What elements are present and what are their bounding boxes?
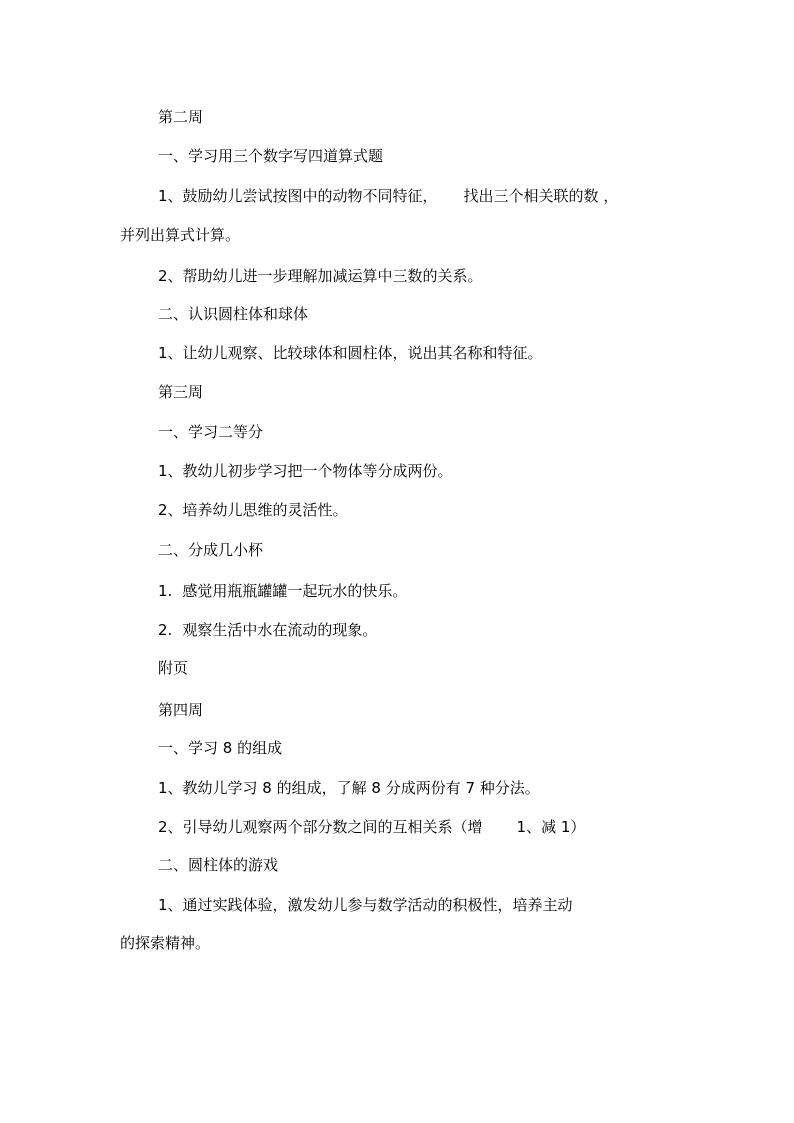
week4-topic1-item2-part1: 2、引导幼儿观察两个部分数之间的互相关系（增 [158, 818, 483, 836]
week2-topic2-item1 [158, 343, 543, 363]
week3-topic2-item1 [158, 581, 407, 601]
week4-topic1-item2-part2: 1、减 1） [516, 818, 586, 836]
week2-topic2-text: 二、认识圆柱体和球体 [158, 305, 309, 323]
week4-topic2-item1-text: 1、通过实践体验，激发幼儿参与数学活动的积极性，培养主动 [158, 896, 573, 914]
week3-topic1-text: 一、学习二等分 [158, 423, 264, 441]
week3-topic2-heading [158, 540, 263, 560]
week2-topic1-item1-part3: 并列出算式计算。 [120, 226, 241, 244]
week4-heading-text: 第四周 [158, 701, 204, 719]
week4-topic1-item1 [158, 778, 540, 798]
week3-topic1-item2 [158, 500, 348, 520]
week3-topic1-item2-text: 2、培养幼儿思维的灵活性。 [158, 501, 348, 519]
week2-topic1-item2 [158, 266, 483, 286]
week3-topic2-item2 [158, 620, 377, 640]
week4-heading [158, 700, 203, 720]
week2-heading-text: 第二周 [158, 108, 204, 126]
week3-topic1-item1 [158, 461, 453, 481]
week3-topic1-heading [158, 422, 263, 442]
week4-topic2-item1 [158, 895, 573, 915]
week4-topic2-heading [158, 855, 278, 875]
week4-topic1-item1-text: 1、教幼儿学习 8 的组成，了解 8 分成两份有 7 种分法。 [158, 779, 540, 797]
week3-heading-text: 第三周 [158, 383, 204, 401]
week4-topic2-item1-part2: 的探索精神。 [120, 934, 211, 952]
list-number: 2. [158, 621, 173, 639]
week2-topic2-item1-text: 1、让幼儿观察、比较球体和圆柱体，说出其名称和特征。 [158, 344, 543, 362]
week4-topic1-text: 一、学习 8 的组成 [158, 739, 283, 757]
week4-topic1-item2 [158, 817, 585, 837]
week2-topic2-heading [158, 304, 308, 324]
appendix-heading [158, 658, 188, 678]
week3-topic2-item1-text: 感觉用瓶瓶罐罐一起玩水的快乐。 [182, 582, 408, 600]
week4-topic1-heading [158, 738, 282, 758]
list-number: 1. [158, 582, 173, 600]
week3-topic1-item1-text: 1、教幼儿初步学习把一个物体等分成两份。 [158, 462, 453, 480]
week2-topic1-item2-text: 2、帮助幼儿进一步理解加减运算中三数的关系。 [158, 267, 483, 285]
week2-topic1-item1-part1: 1、鼓励幼儿尝试按图中的动物不同特征， [158, 187, 438, 205]
week4-topic2-item1-continuation [120, 933, 210, 953]
week2-topic1-text: 一、学习用三个数字写四道算式题 [158, 147, 384, 165]
appendix-heading-text: 附页 [158, 659, 189, 677]
week2-heading [158, 107, 203, 127]
week2-topic1-item1 [158, 186, 618, 206]
week2-topic1-item1-continuation [120, 225, 240, 245]
week4-topic2-text: 二、圆柱体的游戏 [158, 856, 279, 874]
week2-topic1-item1-part2: 找出三个相关联的数 ， [463, 187, 619, 205]
week3-heading [158, 382, 203, 402]
week3-topic2-text: 二、分成几小杯 [158, 541, 264, 559]
week2-topic1-heading [158, 146, 383, 166]
week3-topic2-item2-text: 观察生活中水在流动的现象。 [182, 621, 378, 639]
